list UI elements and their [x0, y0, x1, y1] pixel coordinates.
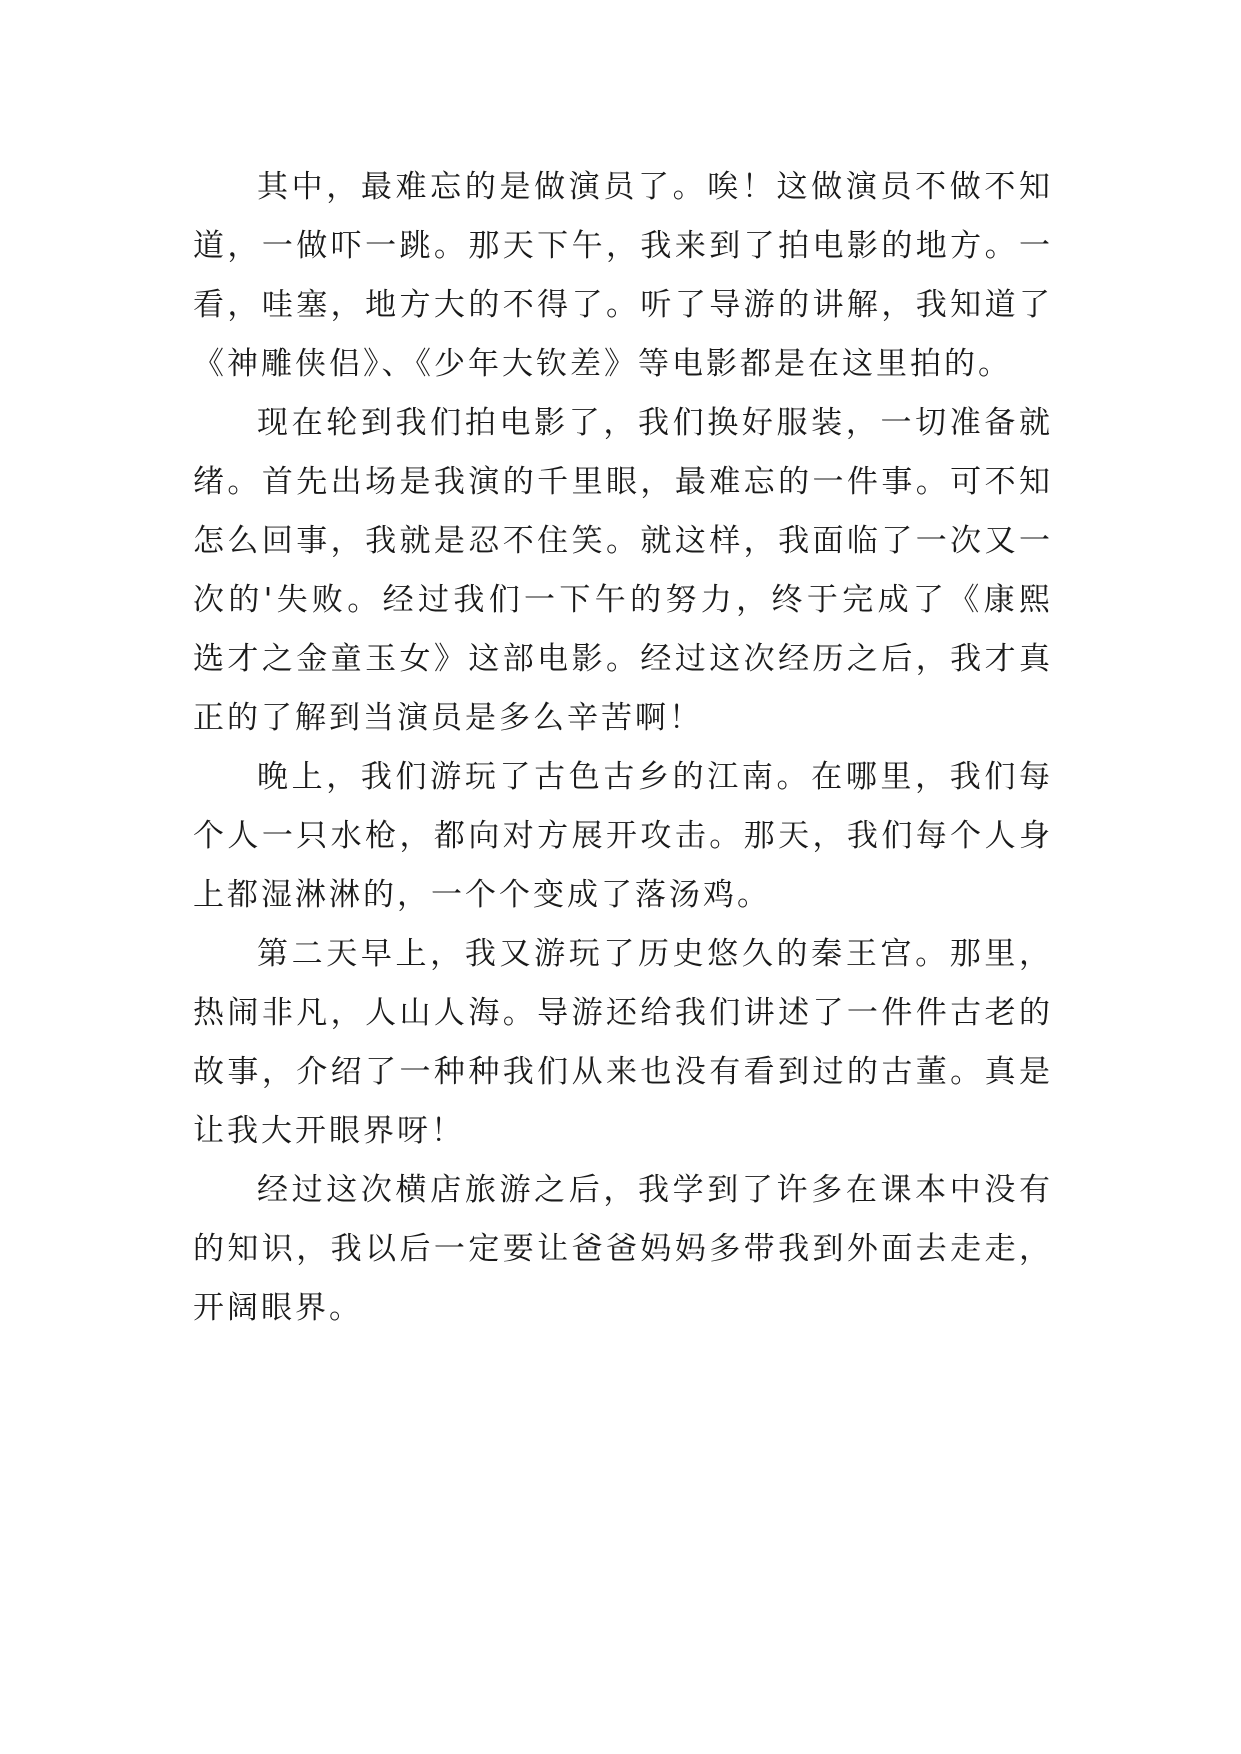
paragraph-4: 第二天早上，我又游玩了历史悠久的秦王宫。那里，热闹非凡，人山人海。导游还给我们讲述了一件件古老的故事，介绍了一种种我们从来也没有看到过的古董。真是让我大开眼界呀！	[193, 936, 1053, 1149]
paragraph-2: 现在轮到我们拍电影了，我们换好服装，一切准备就绪。首先出场是我演的千里眼，最难忘的一件事。可不知怎么回事，我就是忍不住笑。就这样，我面临了一次又一次的'失败。经过我们一下午的努力，终于完成了《康熙选才之金童玉女》这部电影。经过这次经历之后，我才真正的了解到当演员是多么辛苦啊！	[193, 405, 1053, 736]
paragraph-1: 其中，最难忘的是做演员了。唉！这做演员不做不知道，一做吓一跳。那天下午，我来到了拍电影的地方。一看，哇塞，地方大的不得了。听了导游的讲解，我知道了《神雕侠侣》、《少年大钦差》等电影都是在这里拍的。	[193, 169, 1053, 382]
document-body	[193, 158, 1053, 1338]
paragraph-3: 晚上，我们游玩了古色古乡的江南。在哪里，我们每个人一只水枪，都向对方展开攻击。那天，我们每个人身上都湿淋淋的，一个个变成了落汤鸡。	[193, 759, 1053, 913]
paragraph-5: 经过这次横店旅游之后，我学到了许多在课本中没有的知识，我以后一定要让爸爸妈妈多带我到外面去走走，开阔眼界。	[193, 1172, 1053, 1326]
